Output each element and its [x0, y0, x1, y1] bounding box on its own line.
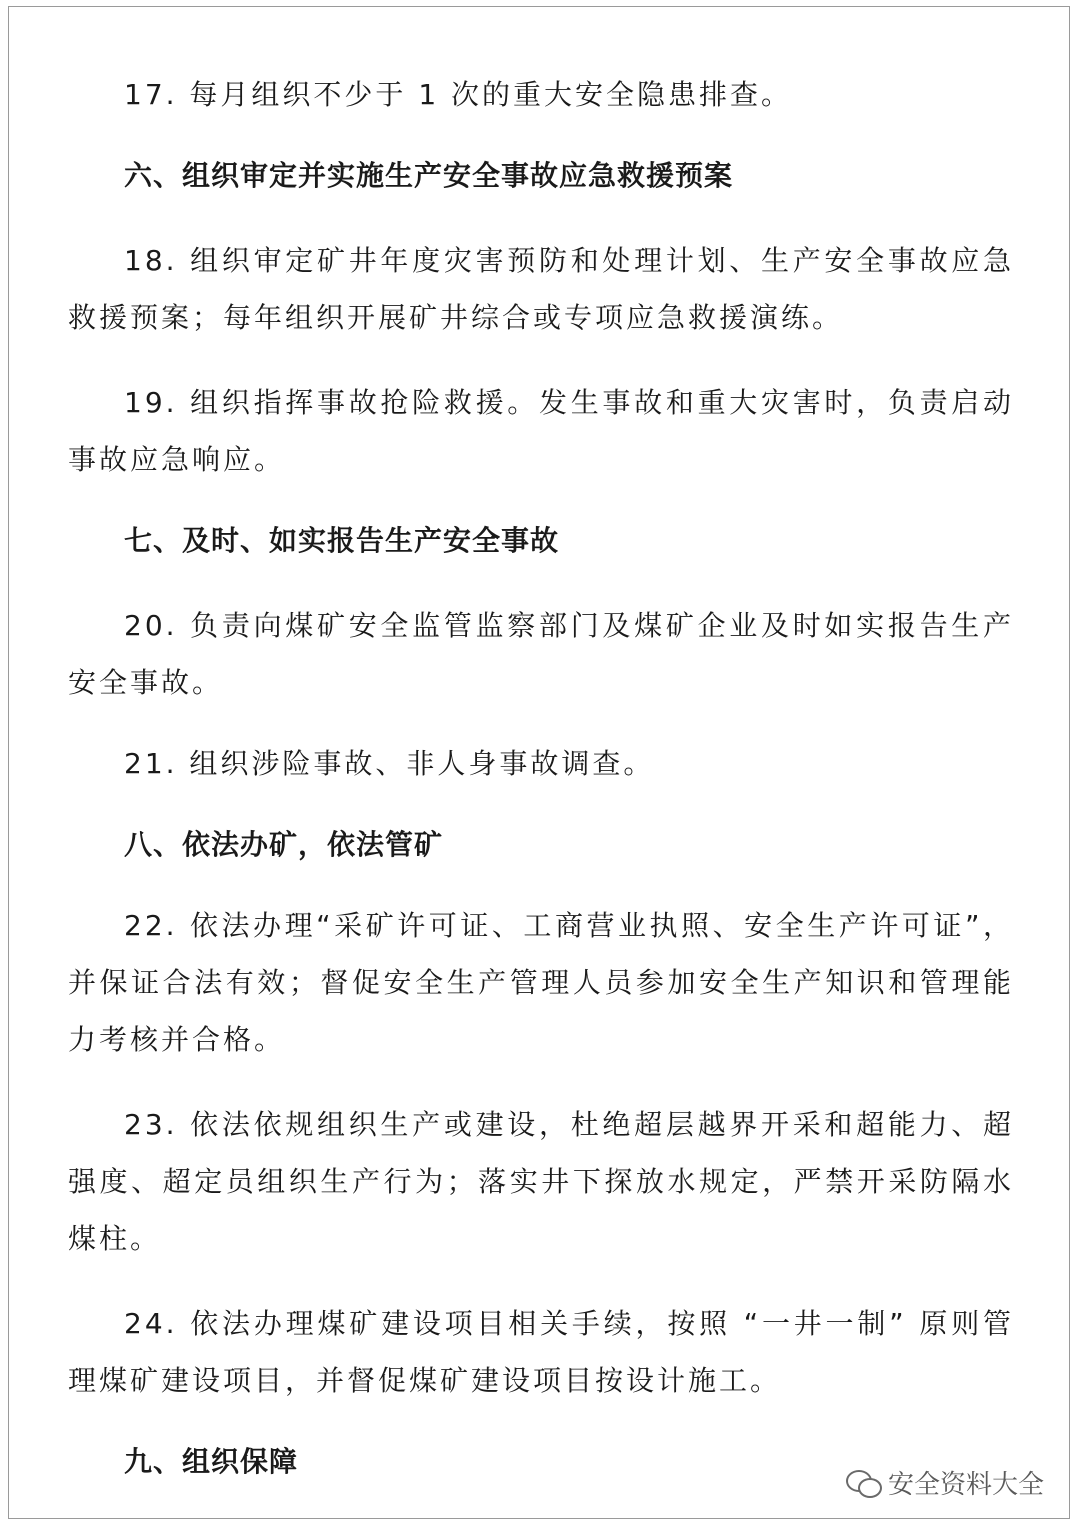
item-17: 17. 每月组织不少于 1 次的重大安全隐患排查。 [124, 78, 793, 111]
section-heading-7: 七、及时、如实报告生产安全事故 [124, 524, 560, 557]
item-24: 24. 依法办理煤矿建设项目相关手续，按照 “一井一制” 原则管理煤矿建设项目，并督促煤矿建设项目按设计施工。 [68, 1307, 1014, 1397]
watermark [846, 1464, 1044, 1501]
item-20: 20. 负责向煤矿安全监管监察部门及煤矿企业及时如实报告生产安全事故。 [68, 609, 1014, 699]
section-heading-9: 九、组织保障 [124, 1445, 299, 1478]
document-body [68, 66, 1014, 1490]
section-heading-8: 八、依法办矿，依法管矿 [124, 828, 444, 861]
item-22: 22. 依法办理“采矿许可证、工商营业执照、安全生产许可证”，并保证合法有效；督促安全生产管理人员参加安全生产知识和管理能力考核并合格。 [68, 909, 1014, 1056]
item-18: 18. 组织审定矿井年度灾害预防和处理计划、生产安全事故应急救援预案；每年组织开展矿井综合或专项应急救援演练。 [68, 244, 1014, 334]
item-19: 19. 组织指挥事故抢险救援。发生事故和重大灾害时，负责启动事故应急响应。 [68, 386, 1014, 476]
section-heading-6: 六、组织审定并实施生产安全事故应急救援预案 [124, 159, 734, 192]
item-21: 21. 组织涉险事故、非人身事故调查。 [124, 747, 655, 780]
item-23: 23. 依法依规组织生产或建设，杜绝超层越界开采和超能力、超强度、超定员组织生产行为；落实井下探放水规定，严禁开采防隔水煤柱。 [68, 1108, 1014, 1255]
wechat-icon [846, 1468, 880, 1498]
watermark-text: 安全资料大全 [887, 1470, 1044, 1500]
